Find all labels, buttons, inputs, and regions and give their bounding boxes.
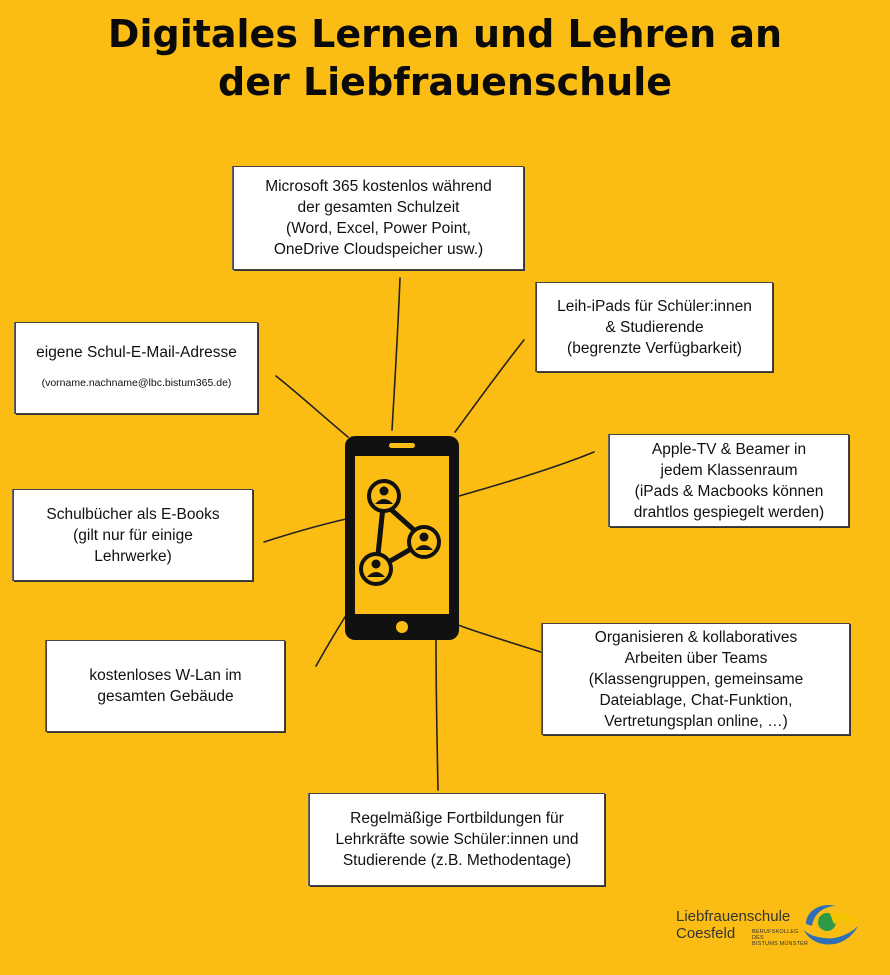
- box-text-line: Leih-iPads für Schüler:innen: [557, 297, 752, 315]
- box-text-line: kostenloses W-Lan im: [89, 667, 242, 684]
- title-line-2: der Liebfrauenschule: [218, 60, 672, 104]
- box-text-line: (iPads & Macbooks können: [634, 482, 824, 500]
- box-text-line: Schulbücher als E-Books: [46, 505, 220, 523]
- person-icon-top: [369, 481, 399, 511]
- box-microsoft-365: [233, 166, 524, 270]
- connector-email: [276, 376, 348, 437]
- school-subtitle-line-3: BISTUMS MÜNSTER: [752, 941, 809, 947]
- box-text-line: Vertretungsplan online, …): [604, 712, 788, 730]
- email-address-example: (vorname.nachname@lbc.bistum365.de): [41, 377, 232, 389]
- box-fortbildungen: [309, 793, 605, 886]
- school-name-line-2: Coesfeld: [676, 925, 736, 942]
- box-text-line: (begrenzte Verfügbarkeit): [567, 339, 742, 357]
- box-text-line: Arbeiten über Teams: [624, 649, 768, 667]
- smartphone-network-icon: [343, 434, 461, 642]
- box-schulbuecher-ebooks: [13, 489, 253, 581]
- box-text-line: Lehrkräfte sowie Schüler:innen und: [335, 831, 579, 848]
- box-text-line: gesamten Gebäude: [97, 688, 234, 705]
- box-text-line: (Klassengruppen, gemeinsame: [588, 670, 804, 688]
- box-text-line: Organisieren & kollaboratives: [594, 628, 798, 646]
- connector-microsoft: [392, 278, 400, 430]
- box-text-line: (Word, Excel, Power Point,: [286, 220, 471, 237]
- box-apple-tv-beamer: [609, 434, 849, 527]
- box-text-line: & Studierende: [605, 318, 704, 336]
- box-text-line: OneDrive Cloudspeicher usw.): [273, 241, 484, 258]
- box-teams: [542, 623, 850, 735]
- box-text-line: Lehrwerke): [94, 547, 172, 565]
- connector-appletv: [459, 452, 594, 496]
- school-name-line-1: Liebfrauenschule: [676, 908, 791, 925]
- connector-fortbildung: [436, 640, 438, 790]
- box-text-line: Studierende (z.B. Methodentage): [342, 852, 572, 869]
- school-logo-icon: [800, 900, 862, 950]
- connector-teams: [458, 625, 550, 655]
- connector-ebooks: [264, 519, 346, 542]
- connector-ipads: [455, 340, 524, 432]
- school-subtitle-line-2: DES: [752, 935, 764, 941]
- box-text-line: jedem Klassenraum: [660, 461, 798, 479]
- box-text-line: Dateiablage, Chat-Funktion,: [599, 691, 793, 709]
- box-text-line: Regelmäßige Fortbildungen für: [350, 810, 564, 827]
- box-text-line: eigene Schul-E-Mail-Adresse: [36, 344, 237, 361]
- person-icon-right: [409, 527, 439, 557]
- box-text-line: Apple-TV & Beamer in: [651, 440, 807, 458]
- box-text-line: der gesamten Schulzeit: [297, 199, 460, 216]
- title-line-1: Digitales Lernen und Lehren an: [107, 12, 783, 56]
- box-w-lan: [46, 640, 285, 732]
- box-text-line: Microsoft 365 kostenlos während: [265, 178, 492, 195]
- person-icon-bottom: [361, 554, 391, 584]
- box-text-line: (gilt nur für einige: [73, 526, 193, 544]
- box-schul-email: [15, 322, 258, 414]
- box-leih-ipads: [536, 282, 773, 372]
- connector-wlan: [316, 617, 345, 666]
- school-subtitle-line-1: BERUFSKOLLEG: [752, 929, 799, 935]
- box-text-line: drahtlos gespiegelt werden): [633, 503, 825, 521]
- school-logo: [676, 900, 876, 960]
